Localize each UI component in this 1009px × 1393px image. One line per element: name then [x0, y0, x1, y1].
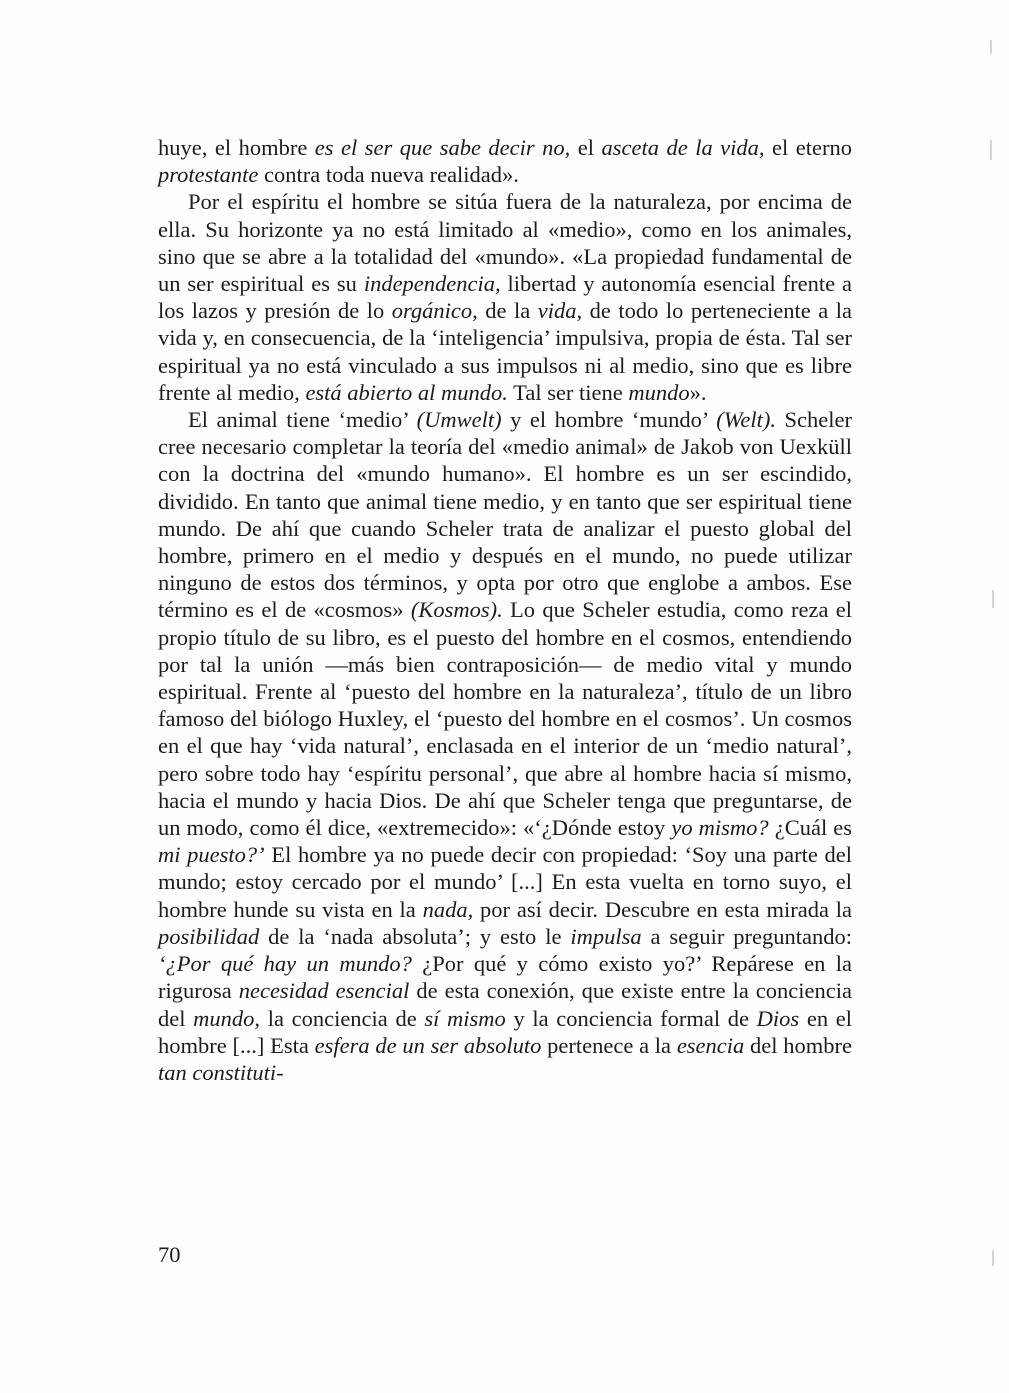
scan-edge-mark: [990, 40, 992, 54]
italic-run: necesidad esencial: [238, 978, 410, 1004]
text-run: el eterno: [764, 135, 852, 160]
page-number: 70: [158, 1242, 181, 1267]
italic-run: yo mismo?: [671, 815, 769, 841]
text-run: y la conciencia formal de: [505, 1005, 757, 1031]
italic-run: es el ser que sabe decir no,: [314, 135, 571, 160]
italic-run: esencia: [676, 1032, 745, 1058]
paragraph: [158, 188, 852, 406]
italic-run: orgánico,: [391, 298, 478, 324]
scan-edge-mark: [992, 1250, 994, 1266]
paragraph: [158, 406, 852, 1086]
text-run: la conciencia de: [260, 1005, 425, 1031]
italic-run: posibilidad: [158, 923, 260, 949]
italic-run: (Umwelt): [416, 407, 502, 433]
italic-run: vida,: [537, 298, 583, 324]
text-run: Tal ser tiene: [507, 379, 629, 405]
text-run: Por el espíritu el hombre se sitúa fuera de la naturaleza, por encima de ella. Su horizonte ya no está limitado al «medio», como en los animales, sino que se abre a la totalidad del «mundo». «La propiedad fundamental de un ser espiritual es su: [158, 189, 852, 297]
italic-run: mundo,: [193, 1005, 261, 1031]
italic-run: asceta de la vida,: [601, 135, 765, 160]
italic-run: protestante: [158, 162, 259, 188]
text-run: del hombre: [744, 1032, 853, 1058]
italic-run: mundo: [628, 379, 690, 405]
italic-run: nada,: [422, 896, 474, 922]
text-run: de todo lo perteneciente a la vida y, en consecuencia, de la ‘inteligencia’ impulsiva, propia de ésta. Tal ser espiritual ya no está vinculado a sus impulsos ni al medio, sino que es libre frente al medio,: [158, 298, 852, 405]
text-run: Lo que Scheler estudia, como reza el propio título de su libro, es el puesto del hombre en el cosmos, entendiendo por tal la unión —más bien contraposición— de medio vital y mundo espiritual. Frente al ‘puesto del hombre en la naturaleza’, título de un libro famoso del biólogo Huxley, el ‘puesto del hombre en el cosmos’. Un cosmos en el que hay ‘vida natural’, enclasada en el interior de un ‘medio natural’, pero sobre todo hay ‘espíritu personal’, que abre al hombre hacia sí mismo, hacia el mundo y hacia Dios. De ahí que Scheler tenga que preguntarse, de un modo, como él dice, «extremecido»: «‘¿Dónde estoy: [158, 597, 853, 841]
italic-run: ‘¿Por qué hay un mundo?: [158, 951, 412, 977]
italic-run: Dios: [756, 1005, 800, 1031]
text-run: El animal tiene ‘medio’: [188, 407, 417, 433]
body-text: [158, 134, 852, 1086]
italic-run: sí mismo: [424, 1005, 506, 1031]
italic-run: mi puesto?’: [158, 842, 265, 868]
text-run: Scheler cree necesario completar la teoría del «medio animal» de Jakob von Uexküll con la doctrina del «mundo humano». El hombre es un ser escindido, dividido. En tanto que animal tiene medio, y en tanto que ser espiritual tiene mundo. De ahí que cuando Scheler trata de analizar el puesto global del hombre, primero en el medio y después en el mundo, no puede utilizar ninguno de estos dos términos, y opta por otro que englobe a ambos. Ese término es el de «cosmos»: [158, 407, 852, 623]
paragraph: [158, 134, 852, 188]
italic-run: impulsa: [570, 923, 642, 949]
text-run: y el hombre ‘mundo’: [501, 407, 717, 433]
text-run: ».: [689, 379, 707, 405]
italic-run: esfera de un ser absoluto: [314, 1032, 542, 1058]
italic-run: independencia,: [363, 271, 501, 297]
text-run: en el hombre [...] Esta: [158, 1005, 852, 1058]
italic-run: (Kosmos).: [410, 597, 503, 623]
scan-edge-mark: [992, 590, 994, 608]
text-run: de esta conexión, que existe entre la conciencia del: [158, 978, 852, 1031]
scan-edge-mark: [990, 140, 992, 160]
text-run: de la: [477, 298, 538, 324]
text-run: huye, el hombre: [158, 135, 315, 160]
text-run: de la ‘nada absoluta’; y esto le: [259, 923, 571, 949]
italic-run: tan constituti-: [158, 1059, 284, 1085]
text-run: libertad y autonomía esencial frente a los lazos y presión de lo: [158, 271, 852, 324]
text-run: por así decir. Descubre en esta mirada la: [473, 896, 852, 922]
text-run: el: [570, 135, 602, 160]
text-run: a seguir preguntando:: [641, 923, 852, 949]
italic-run: está abierto al mundo.: [305, 379, 508, 405]
text-run: ¿Por qué y cómo existo yo?’ Repárese en la rigurosa: [158, 951, 852, 1004]
italic-run: (Welt).: [716, 407, 776, 433]
text-run: El hombre ya no puede decir con propiedad: ‘Soy una parte del mundo; estoy cercado por el mundo’ [...] En esta vuelta en torno suyo, el hombre hunde su vista en la: [158, 842, 852, 922]
text-run: ¿Cuál es: [768, 815, 853, 841]
text-run: contra toda nueva realidad».: [258, 162, 519, 188]
text-run: pertenece a la: [541, 1032, 677, 1058]
